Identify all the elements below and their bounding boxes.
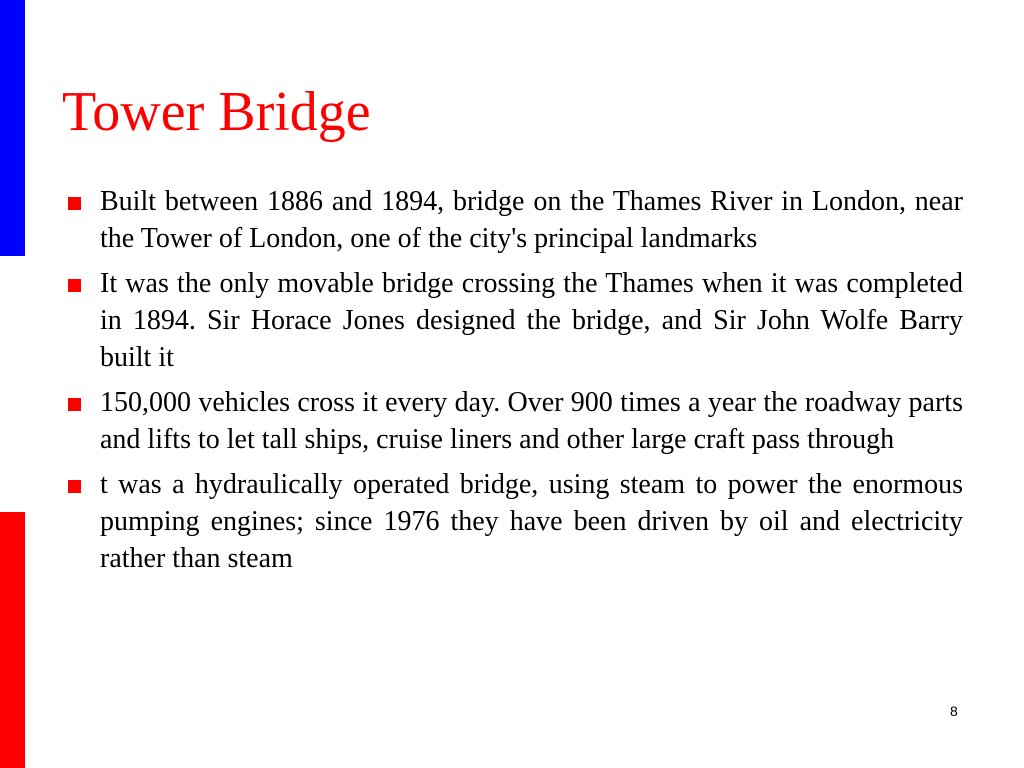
square-bullet-icon <box>68 480 81 493</box>
bullet-item <box>62 466 963 577</box>
bullet-text: t was a hydraulically operated bridge, using steam to power the enormous pumping engines; since 1976 they have been driven by oil and electricity rather than steam <box>100 469 963 574</box>
slide-title: Tower Bridge <box>62 81 371 143</box>
bullet-item <box>62 384 963 458</box>
bullet-item <box>62 265 963 376</box>
bullet-text: Built between 1886 and 1894, bridge on the Thames River in London, near the Tower of London, one of the city's principal landmarks <box>100 186 963 254</box>
page-number: 8 <box>950 703 958 719</box>
square-bullet-icon <box>68 279 81 292</box>
square-bullet-icon <box>68 197 81 210</box>
bullet-text: It was the only movable bridge crossing the Thames when it was completed in 1894. Sir Horace Jones designed the bridge, and Sir John Wolfe Barry built it <box>100 268 963 373</box>
blue-accent-bar <box>0 0 25 256</box>
bullet-text: 150,000 vehicles cross it every day. Over 900 times a year the roadway parts and lifts to let tall ships, cruise liners and other large craft pass through <box>100 387 963 455</box>
bullet-list <box>62 183 963 585</box>
red-accent-bar <box>0 512 25 768</box>
bullet-item <box>62 183 963 257</box>
square-bullet-icon <box>68 398 81 411</box>
